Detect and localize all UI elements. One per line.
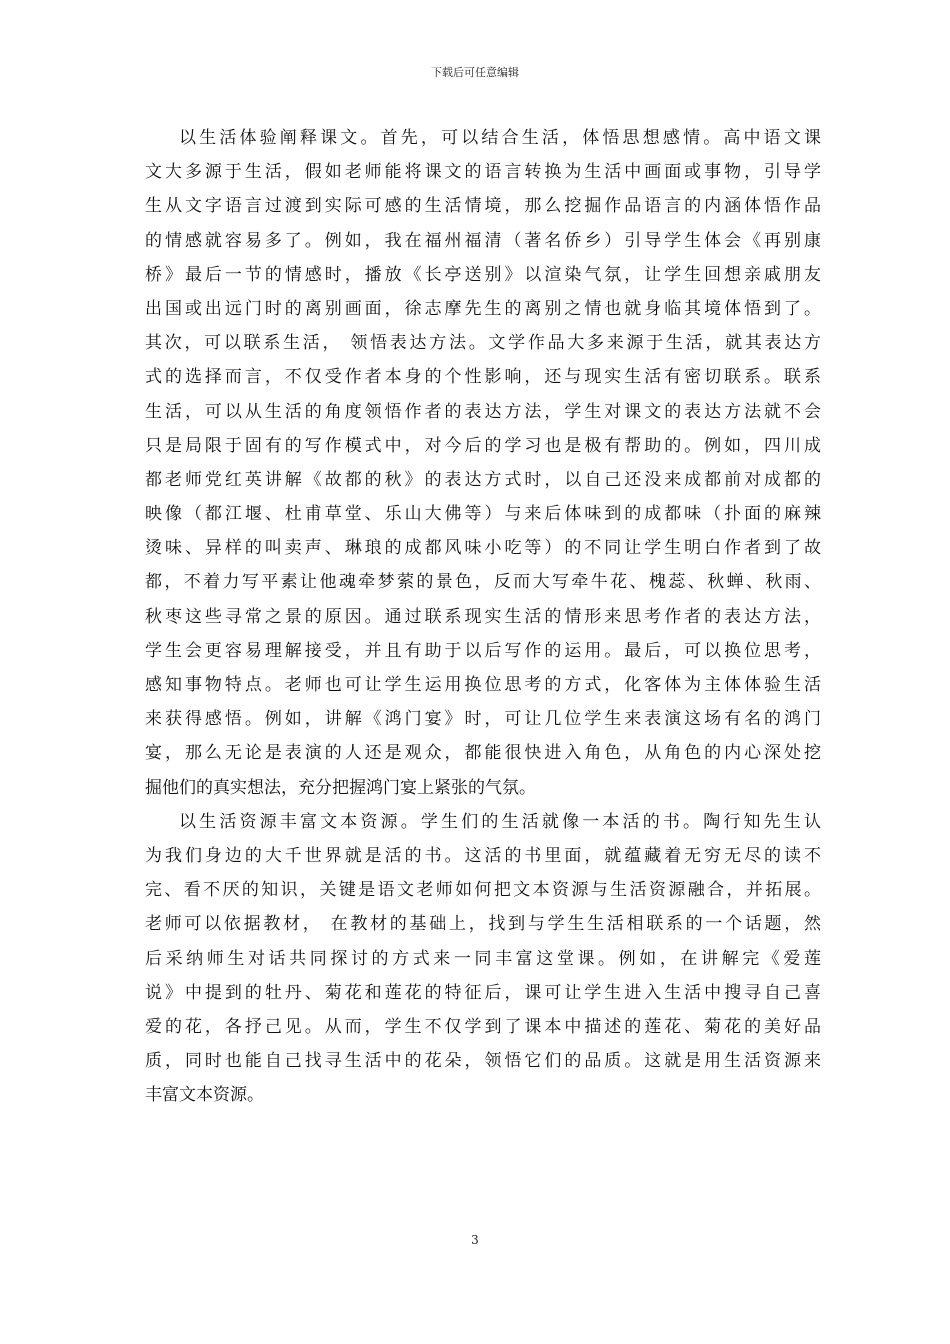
text-line: 烫味、异样的叫卖声、琳琅的成都风味小吃等）的不同让学生明白作者到了故 (145, 538, 821, 559)
text-line: 式的选择而言，不仅受作者本身的个性影响，还与现实生活有密切联系。联系 (145, 367, 821, 388)
paragraph-2 (145, 805, 821, 1113)
text-line: 后采纳师生对话共同探讨的方式来一同丰富这堂课。例如，在讲解完《爱莲 (145, 948, 821, 969)
page-header: 下载后可任意编辑 (431, 66, 519, 79)
text-line: 都，不着力写平素让他魂牵梦萦的景色，反而大写牵牛花、槐蕊、秋蝉、秋雨、 (145, 572, 821, 593)
text-line: 说》中提到的牡丹、菊花和莲花的特征后，课可让学生进入生活中搜寻自己喜 (145, 982, 821, 1003)
text-line: 都老师党红英讲解《故都的秋》的表达方式时，以自己还没来成都前对成都的 (145, 469, 821, 490)
document-body (145, 121, 821, 1112)
text-line: 生从文字语言过渡到实际可感的生活情境，那么挖掘作品语言的内涵体悟作品 (145, 196, 821, 217)
text-line: 爱的花，各抒己见。从而，学生不仅学到了课本中描述的莲花、菊花的美好品 (145, 1016, 821, 1037)
text-line: 掘他们的真实想法，充分把握鸿门宴上紧张的气氛。 (145, 777, 536, 798)
text-line: 为我们身边的大千世界就是活的书。这活的书里面，就蕴藏着无穷无尽的读不 (145, 845, 821, 866)
text-line: 学生会更容易理解接受，并且有助于以后写作的运用。最后，可以换位思考， (145, 640, 821, 661)
text-line: 宴，那么无论是表演的人还是观众，都能很快进入角色，从角色的内心深处挖 (145, 743, 821, 764)
text-line: 老师可以依据教材， 在教材的基础上，找到与学生生活相联系的一个话题，然 (145, 914, 821, 935)
text-line: 完、看不厌的知识，关键是语文老师如何把文本资源与生活资源融合，并拓展。 (145, 880, 821, 901)
text-line: 出国或出远门时的离别画面，徐志摩先生的离别之情也就身临其境体悟到了。 (145, 298, 821, 319)
paragraph-1 (145, 121, 821, 805)
text-line: 其次，可以联系生活， 领悟表达方法。文学作品大多来源于生活，就其表达方 (145, 333, 821, 354)
text-line: 丰富文本资源。 (145, 1085, 264, 1106)
page-number: 3 (471, 1233, 479, 1247)
text-line: 以生活资源丰富文本资源。学生们的生活就像一本活的书。陶行知先生认 (179, 811, 821, 832)
text-line: 感知事物特点。老师也可让学生运用换位思考的方式，化客体为主体体验生活 (145, 675, 821, 695)
text-line: 秋枣这些寻常之景的原因。通过联系现实生活的情形来思考作者的表达方法， (145, 606, 821, 627)
text-line: 桥》最后一节的情感时，播放《长亭送别》以渲染气氛，让学生回想亲戚朋友 (145, 264, 821, 285)
text-line: 只是局限于固有的写作模式中，对今后的学习也是极有帮助的。例如，四川成 (145, 435, 821, 456)
text-line: 以生活体验阐释课文。首先，可以结合生活，体悟思想感情。高中语文课 (179, 128, 821, 148)
text-line: 映像（都江堰、杜甫草堂、乐山大佛等）与来后体味到的成都味（扑面的麻辣 (145, 504, 821, 525)
text-line: 文大多源于生活，假如老师能将课文的语言转换为生活中画面或事物，引导学 (145, 162, 821, 183)
text-line: 的情感就容易多了。例如，我在福州福清（著名侨乡）引导学生体会《再别康 (145, 230, 821, 251)
text-line: 生活，可以从生活的角度领悟作者的表达方法，学生对课文的表达方法就不会 (145, 401, 821, 422)
text-line: 来获得感悟。例如，讲解《鸿门宴》时，可让几位学生来表演这场有名的鸿门 (145, 709, 821, 730)
text-line: 质，同时也能自己找寻生活中的花朵，领悟它们的品质。这就是用生活资源来 (145, 1051, 821, 1072)
